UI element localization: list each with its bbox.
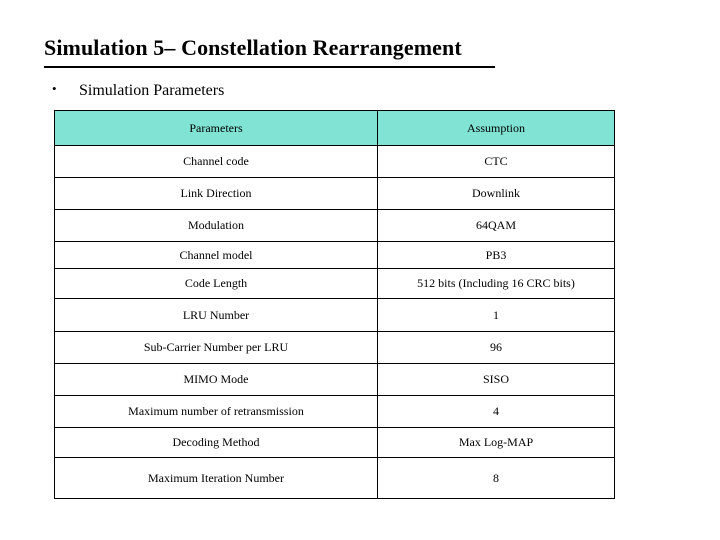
table-row [55,146,615,178]
parameters-table [54,110,615,499]
table-cell-assumption: 512 bits (Including 16 CRC bits) [378,269,615,299]
table-row [55,332,615,364]
table-cell-assumption: 4 [378,396,615,428]
table-row [55,210,615,242]
table-cell-parameter: Channel code [55,146,378,178]
table-header-row [55,111,615,146]
table-cell-assumption: CTC [378,146,615,178]
table-row [55,242,615,269]
table-row [55,269,615,299]
table-cell-parameter: Channel model [55,242,378,269]
table-cell-assumption: Max Log-MAP [378,428,615,458]
table-cell-parameter: Maximum Iteration Number [55,458,378,499]
table-cell-parameter: Modulation [55,210,378,242]
table-cell-parameter: LRU Number [55,299,378,332]
bullet-item [52,81,224,100]
table-cell-assumption: 1 [378,299,615,332]
table-row [55,458,615,499]
table-cell-parameter: Sub-Carrier Number per LRU [55,332,378,364]
bullet-marker: • [52,81,57,96]
table-cell-assumption: 8 [378,458,615,499]
slide-title: Simulation 5– Constellation Rearrangement [44,35,462,60]
table-cell-assumption: 64QAM [378,210,615,242]
table-cell-assumption: SISO [378,364,615,396]
table-cell-parameter: MIMO Mode [55,364,378,396]
table-cell-parameter: Code Length [55,269,378,299]
table-row [55,428,615,458]
table-row [55,299,615,332]
header-cell-assumption: Assumption [378,111,615,146]
table-row [55,364,615,396]
table-cell-parameter: Maximum number of retransmission [55,396,378,428]
table-row [55,178,615,210]
header-cell-parameters: Parameters [55,111,378,146]
table-cell-parameter: Decoding Method [55,428,378,458]
table-cell-parameter: Link Direction [55,178,378,210]
title-underline [44,66,495,68]
bullet-text: Simulation Parameters [79,82,225,99]
table-cell-assumption: PB3 [378,242,615,269]
table-row [55,396,615,428]
table-cell-assumption: Downlink [378,178,615,210]
table-cell-assumption: 96 [378,332,615,364]
